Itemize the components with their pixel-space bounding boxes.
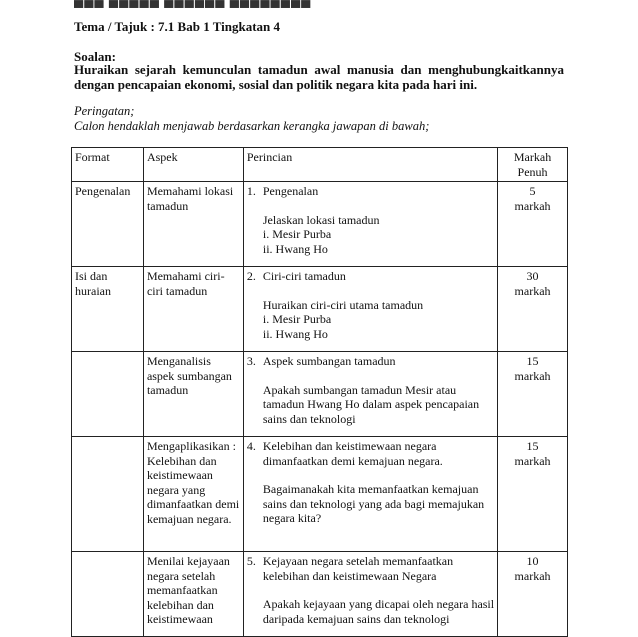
mark-unit: markah [514, 368, 551, 383]
cell-format [72, 437, 144, 552]
cell-perincian [243, 552, 497, 637]
cell-aspek: Menganalisis aspek sumbangan tamadun [143, 352, 243, 437]
item-detail: Jelaskan lokasi tamadun [262, 212, 380, 227]
cell-aspek: Memahami lokasi tamadun [143, 182, 243, 267]
cell-perincian [243, 267, 497, 352]
item-number: 5. [246, 554, 256, 568]
mark-value: 15 [526, 439, 539, 453]
item-title: Kelebihan dan keistimewaan negara dimanfaatkan demi kemajuan negara. [262, 439, 443, 468]
header-markah: Markah Penuh [498, 148, 568, 182]
item-detail: Bagaimanakah kita memanfaatkan kemajuan sains dan teknologi yang ada bagi memajukan negara kita? [262, 482, 485, 525]
cell-markah [498, 267, 568, 352]
mark-unit: markah [514, 568, 551, 583]
item-sub: i. Mesir Purba [262, 227, 332, 241]
item-sub: ii. Hwang Ho [262, 241, 328, 256]
table-row [72, 437, 568, 552]
cell-markah [498, 552, 568, 637]
mark-unit: markah [514, 453, 551, 468]
header-aspek: Aspek [143, 148, 243, 182]
topic-heading: Tema / Tajuk : 7.1 Bab 1 Tingkatan 4 [74, 19, 281, 34]
warning-text: Calon hendaklah menjawab berdasarkan kerangka jawapan di bawah; [74, 119, 430, 133]
table-header-row [72, 148, 568, 182]
table-row [72, 182, 568, 267]
mark-value: 10 [526, 554, 539, 568]
cell-perincian [243, 437, 497, 552]
header-format: Format [72, 148, 144, 182]
cut-off-heading [74, 0, 311, 8]
mark-value: 5 [529, 184, 536, 198]
cell-format [72, 552, 144, 637]
item-title: Kejayaan negara setelah memanfaatkan kelebihan dan keistimewaan Negara [262, 554, 454, 583]
item-title: Ciri-ciri tamadun [262, 269, 346, 283]
cell-format [72, 352, 144, 437]
item-number: 4. [246, 439, 256, 453]
table-row [72, 267, 568, 352]
cell-format: Isi dan huraian [72, 267, 144, 352]
warning-block [74, 104, 574, 134]
mark-unit: markah [514, 198, 551, 213]
header-perincian: Perincian [243, 148, 497, 182]
table-row [72, 352, 568, 437]
cell-aspek: Mengaplikasikan : Kelebihan dan keistimewaan negara yang dimanfaatkan demi kemajuan negara. [143, 437, 243, 552]
answer-framework-table [71, 147, 568, 637]
item-title: Aspek sumbangan tamadun [262, 354, 396, 368]
question-text: Huraikan sejarah kemunculan tamadun awal manusia dan menghubungkaitkannya dengan pencapaian ekonomi, sosial dan politik negara kita pada hari ini. [74, 62, 564, 92]
item-title: Pengenalan [262, 184, 319, 198]
cell-aspek: Memahami ciri-ciri tamadun [143, 267, 243, 352]
cell-aspek: Menilai kejayaan negara setelah memanfaatkan kelebihan dan keistimewaan [143, 552, 243, 637]
mark-value: 30 [526, 269, 539, 283]
item-detail: Apakah sumbangan tamadun Mesir atau tamadun Hwang Ho dalam aspek pencapaian sains dan teknologi [262, 382, 480, 426]
warning-label: Peringatan; [74, 104, 135, 118]
table-row [72, 552, 568, 637]
item-number: 1. [246, 184, 256, 198]
cell-markah [498, 352, 568, 437]
item-sub: ii. Hwang Ho [262, 326, 328, 341]
item-detail: Apakah kejayaan yang dicapai oleh negara hasil daripada kemajuan sains dan teknologi [262, 597, 495, 626]
cell-markah [498, 182, 568, 267]
cell-perincian [243, 182, 497, 267]
cell-perincian [243, 352, 497, 437]
cell-markah [498, 437, 568, 552]
item-number: 2. [246, 269, 256, 283]
cell-format: Pengenalan [72, 182, 144, 267]
mark-unit: markah [514, 283, 551, 298]
mark-value: 15 [526, 354, 539, 368]
item-sub: i. Mesir Purba [262, 312, 332, 326]
item-detail: Huraikan ciri-ciri utama tamadun [262, 297, 424, 312]
item-number: 3. [246, 354, 256, 368]
question-label: Soalan: [74, 49, 116, 64]
